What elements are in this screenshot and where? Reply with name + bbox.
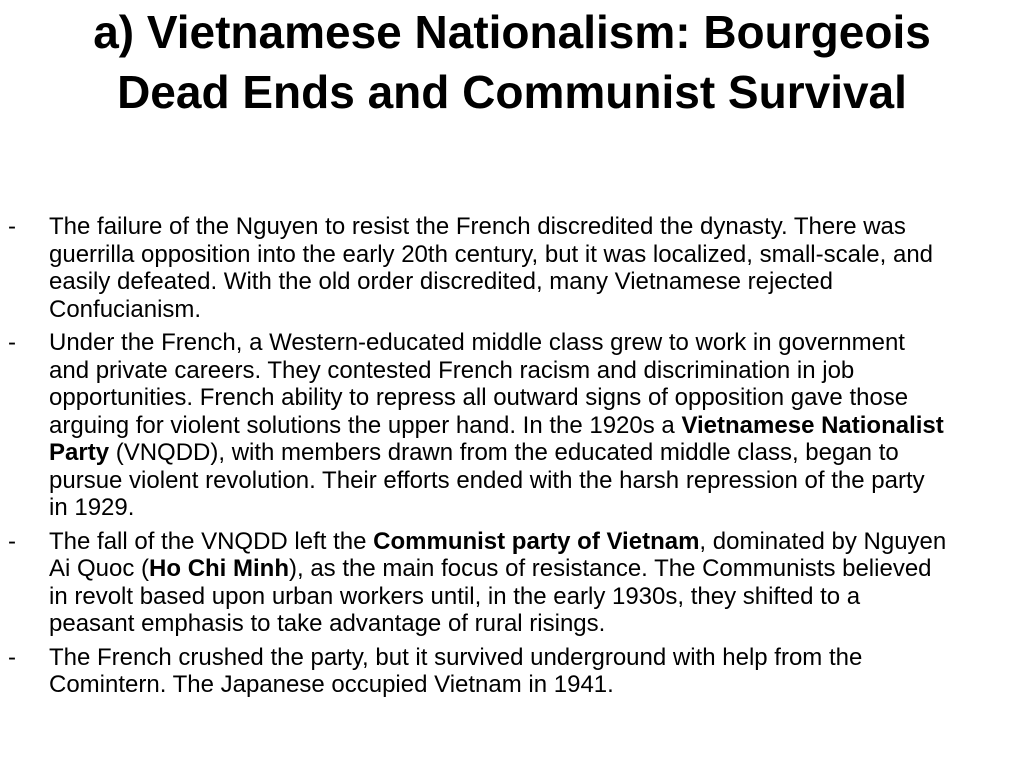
- text-run: The French crushed the party, but it survived underground with help from the Comintern. The Japanese occupied Vietnam in 1941.: [49, 643, 863, 698]
- text-run: The fall of the VNQDD left the: [49, 527, 374, 555]
- text-run: , dominated by Nguyen Ai Quoc (: [49, 527, 947, 582]
- bullet-item: [8, 528, 948, 638]
- bullet-text: [49, 644, 948, 699]
- bullet-text: [49, 329, 948, 522]
- text-run: (VNQDD), with members drawn from the educated middle class, began to pursue violent revolution. Their efforts ended with the harsh repression of the party in 1929.: [49, 439, 925, 521]
- bullet-marker: -: [8, 643, 16, 671]
- bullet-marker: -: [8, 213, 16, 240]
- bullet-text: [49, 528, 948, 638]
- bold-term: Ho Chi Minh: [149, 555, 289, 582]
- slide-title: a) Vietnamese Nationalism: Bourgeois Dead Ends and Communist Survival: [93, 6, 931, 118]
- text-run: The failure of the Nguyen to resist the French discredited the dynasty. There was guerrilla opposition into the early 20th century, but it was localized, small-scale, and easily defeated. With the old order discredited, many Vietnamese rejected Confucianism.: [49, 213, 934, 323]
- text-run: ), as the main focus of resistance. The Communists believed in revolt based upon urban workers until, in the early 1930s, they shifted to a peasant emphasis to take advantage of rural risings.: [49, 555, 932, 637]
- bullet-item: [8, 213, 948, 323]
- bullet-marker: -: [8, 329, 16, 356]
- bullet-item: [8, 644, 948, 699]
- bullet-text: [49, 213, 948, 323]
- bold-term: Communist party of Vietnam: [373, 527, 700, 555]
- text-run: Under the French, a Western-educated middle class grew to work in government and private careers. They contested French racism and discrimination in job opportunities. French ability to repress all outward signs of opposition gave those arguing for violent solutions the upper hand. In the 1920s a: [49, 329, 909, 439]
- bullet-marker: -: [8, 527, 16, 555]
- bold-term: Vietnamese Nationalist Party: [49, 411, 944, 466]
- bullet-list: [8, 213, 948, 705]
- bullet-item: [8, 329, 948, 522]
